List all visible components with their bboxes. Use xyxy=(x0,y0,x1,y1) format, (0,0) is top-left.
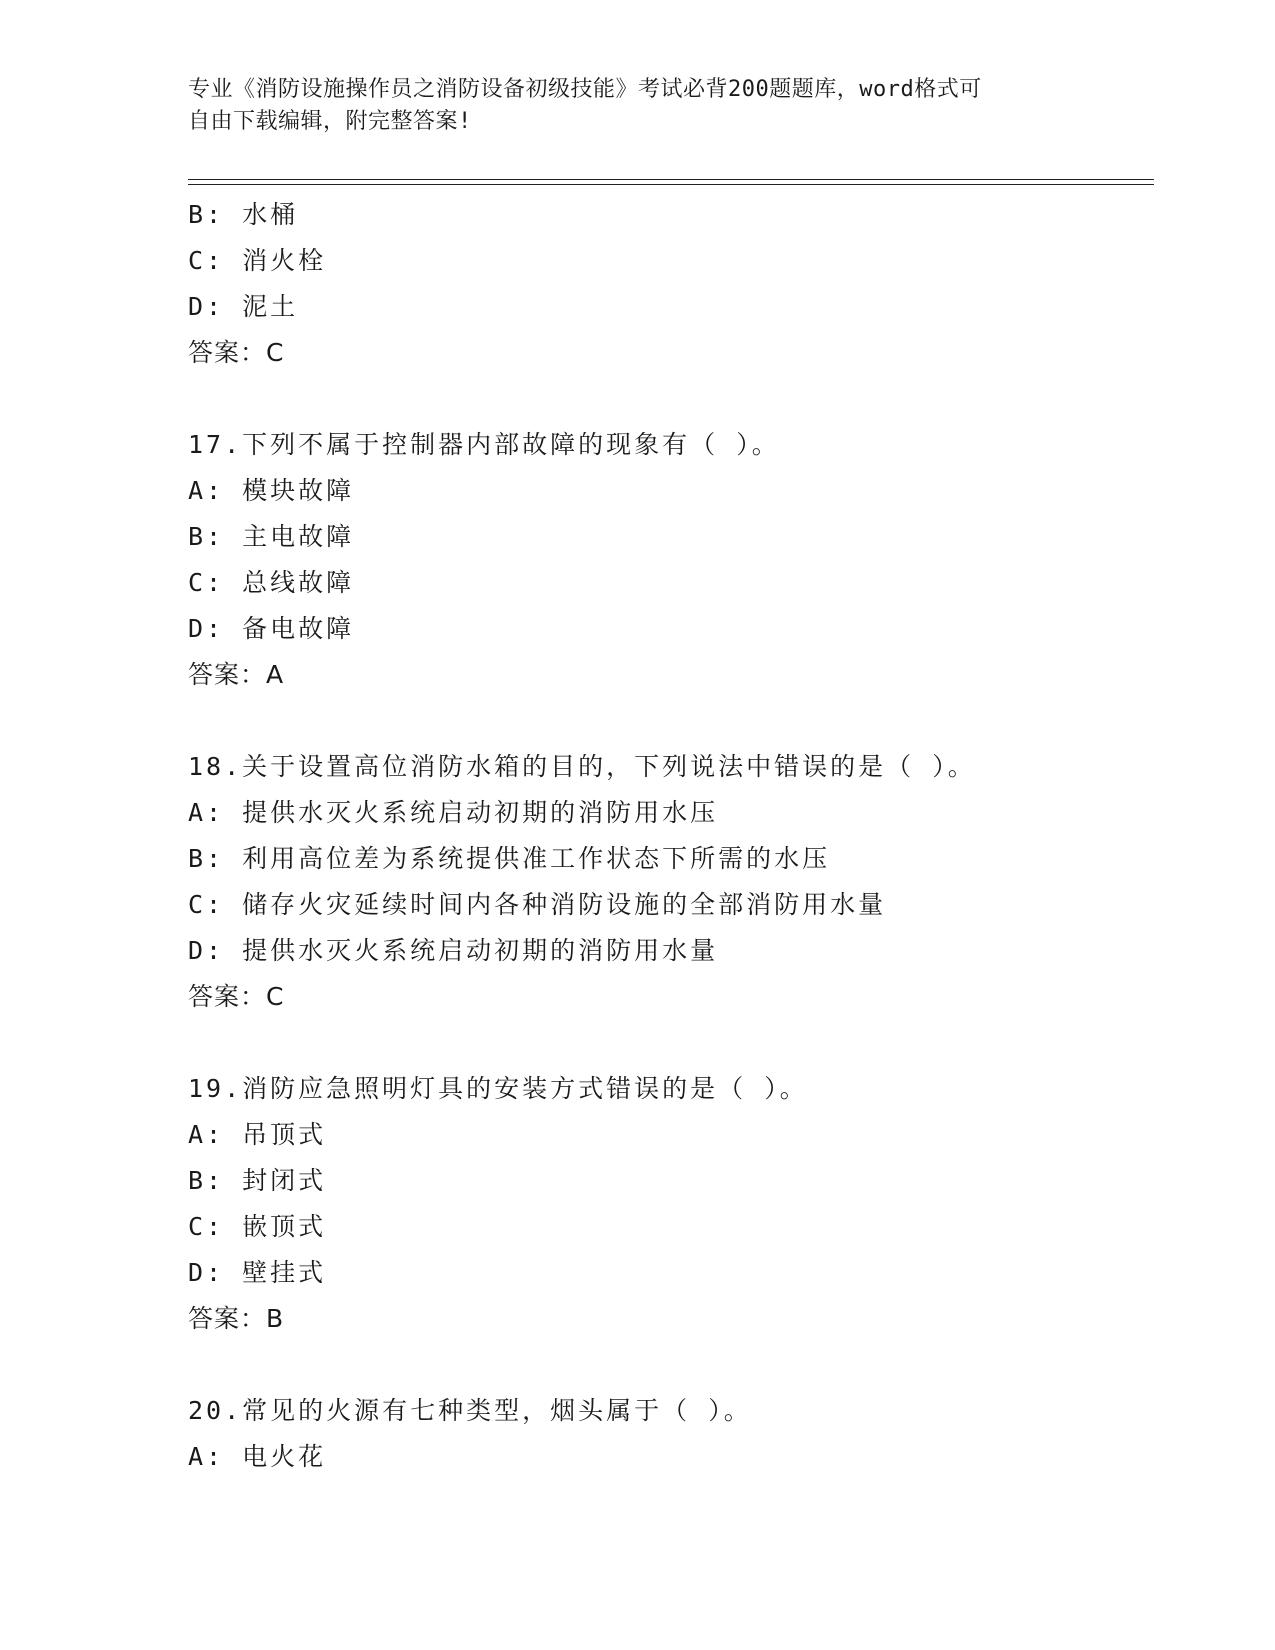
option-b: B: 封闭式 xyxy=(188,1166,327,1195)
option-c: C: 储存火灾延续时间内各种消防设施的全部消防用水量 xyxy=(188,890,887,919)
option-d: D: 泥土 xyxy=(188,292,299,321)
answer: 答案：C xyxy=(188,338,285,367)
option-b: B: 利用高位差为系统提供准工作状态下所需的水压 xyxy=(188,844,831,873)
answer: 答案：C xyxy=(188,982,285,1011)
option-a: A: 电火花 xyxy=(188,1442,327,1471)
question-20 xyxy=(188,1388,1148,1480)
header-line-1: 专业《消防设施操作员之消防设备初级技能》考试必背200题题库，word格式可 xyxy=(188,77,982,102)
spacer xyxy=(188,1020,1148,1066)
header-divider-bottom xyxy=(188,184,1154,185)
header-divider-top xyxy=(188,179,1154,180)
question-stem: 17.下列不属于控制器内部故障的现象有（ ）。 xyxy=(188,430,780,459)
option-a: A: 提供水灭火系统启动初期的消防用水压 xyxy=(188,798,719,827)
document-header xyxy=(188,74,1068,138)
answer: 答案：A xyxy=(188,660,285,689)
option-d: D: 备电故障 xyxy=(188,614,355,643)
spacer xyxy=(188,376,1148,422)
question-17 xyxy=(188,422,1148,698)
header-line-2: 自由下载编辑，附完整答案! xyxy=(188,109,472,134)
option-b: B: 水桶 xyxy=(188,200,299,229)
question-16-tail xyxy=(188,192,1148,376)
question-stem: 20.常见的火源有七种类型，烟头属于（ ）。 xyxy=(188,1396,752,1425)
spacer xyxy=(188,1342,1148,1388)
question-stem: 18.关于设置高位消防水箱的目的，下列说法中错误的是（ ）。 xyxy=(188,752,976,781)
option-d: D: 壁挂式 xyxy=(188,1258,327,1287)
option-d: D: 提供水灭火系统启动初期的消防用水量 xyxy=(188,936,719,965)
spacer xyxy=(188,698,1148,744)
option-c: C: 消火栓 xyxy=(188,246,327,275)
question-stem: 19.消防应急照明灯具的安装方式错误的是（ ）。 xyxy=(188,1074,808,1103)
question-18 xyxy=(188,744,1148,1020)
question-19 xyxy=(188,1066,1148,1342)
option-a: A: 吊顶式 xyxy=(188,1120,327,1149)
option-c: C: 总线故障 xyxy=(188,568,355,597)
answer: 答案：B xyxy=(188,1304,285,1333)
option-c: C: 嵌顶式 xyxy=(188,1212,327,1241)
option-b: B: 主电故障 xyxy=(188,522,355,551)
option-a: A: 模块故障 xyxy=(188,476,355,505)
question-list xyxy=(188,192,1148,1480)
